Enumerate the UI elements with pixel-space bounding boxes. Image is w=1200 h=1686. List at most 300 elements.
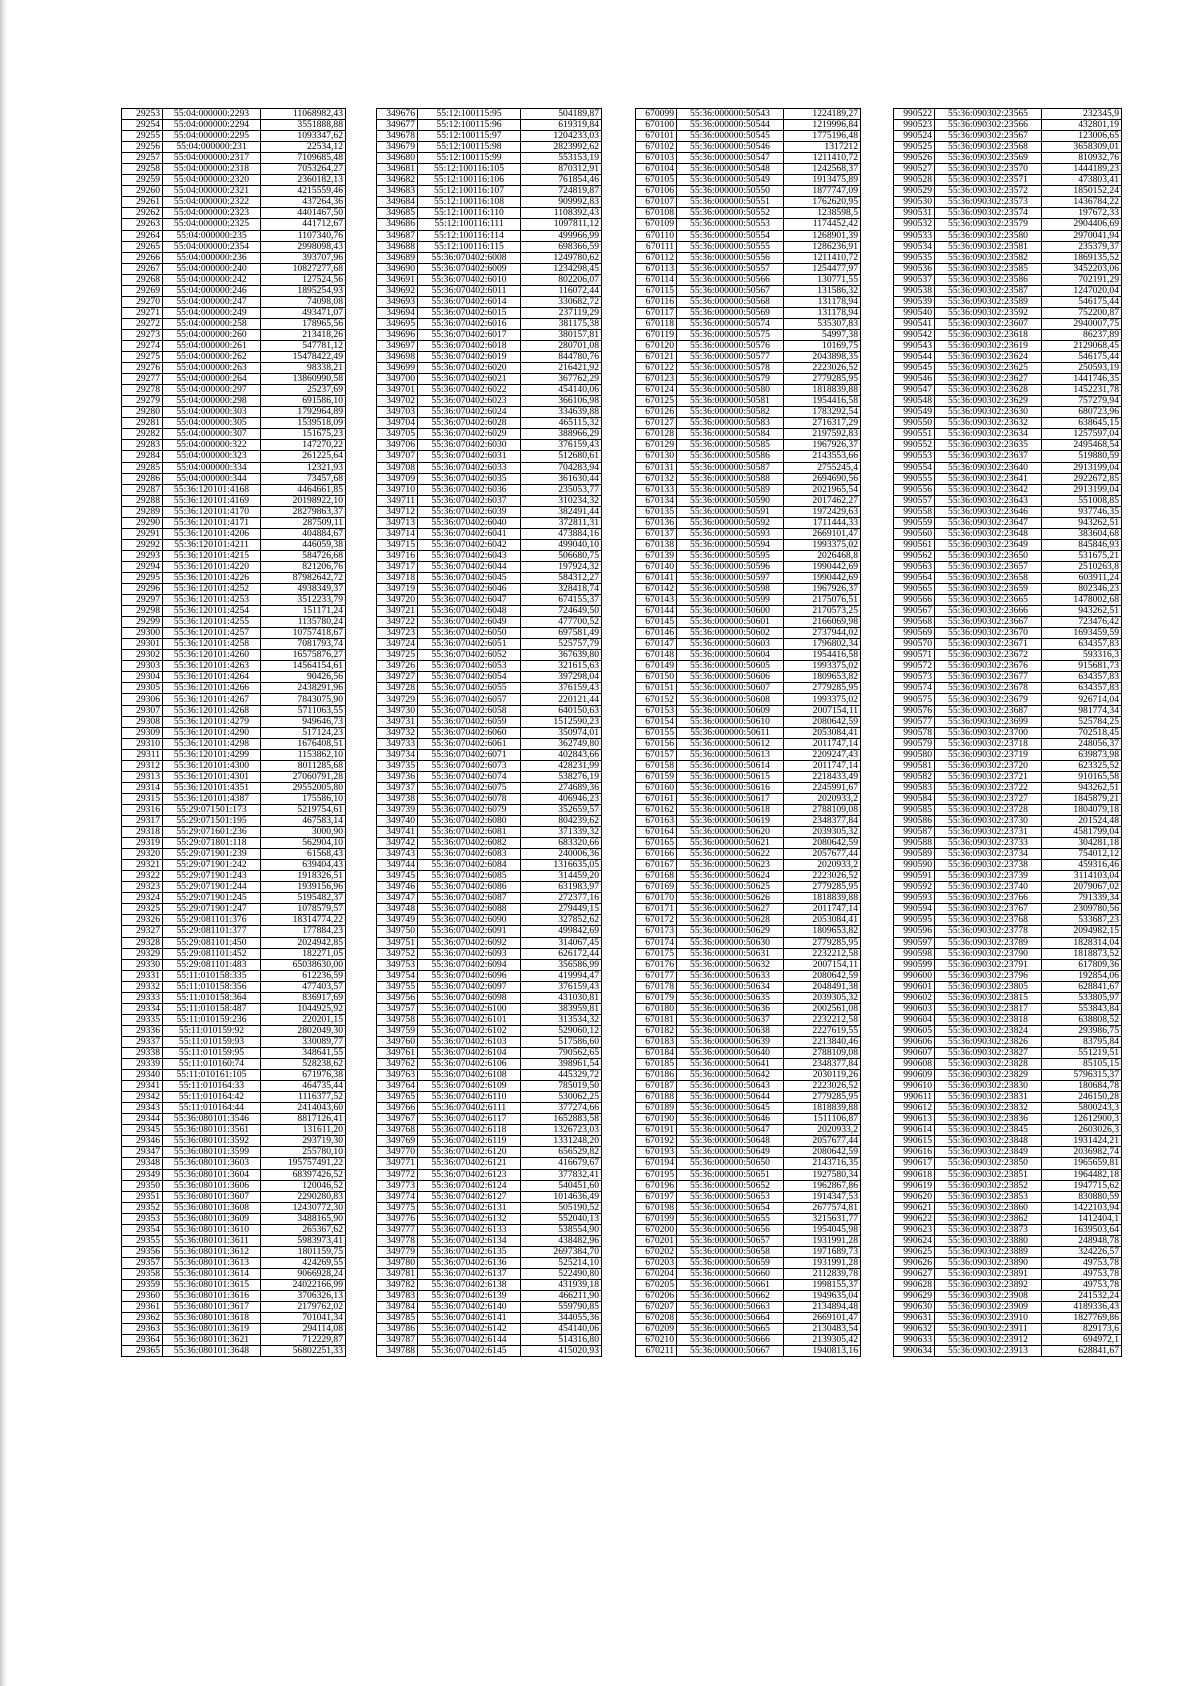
cadastral-number-cell: 55:36:070402:6136 <box>418 1257 521 1268</box>
value-cell: 220121,44 <box>521 694 602 705</box>
table-row <box>636 120 861 131</box>
value-cell: 4401467,50 <box>261 208 346 219</box>
cadastral-number-cell: 55:36:090302:23727 <box>935 793 1042 804</box>
cadastral-number-cell: 55:36:000000:50666 <box>677 1335 784 1346</box>
row-number-cell: 990564 <box>894 572 935 583</box>
cadastral-number-cell: 55:36:000000:50556 <box>677 252 784 263</box>
row-number-cell: 349688 <box>377 241 418 252</box>
value-cell: 1818839,88 <box>784 385 861 396</box>
row-number-cell: 349690 <box>377 263 418 274</box>
value-cell: 175586,10 <box>261 793 346 804</box>
table-row <box>377 296 602 307</box>
table-row <box>894 672 1122 683</box>
row-number-cell: 29333 <box>122 992 163 1003</box>
cadastral-number-cell: 55:36:000000:50554 <box>677 230 784 241</box>
value-cell: 1219996,84 <box>784 120 861 131</box>
row-number-cell: 29332 <box>122 981 163 992</box>
cadastral-number-cell: 55:36:000000:50667 <box>677 1346 784 1357</box>
cadastral-number-cell: 55:36:000000:50583 <box>677 418 784 429</box>
row-number-cell: 990594 <box>894 904 935 915</box>
cadastral-number-cell: 55:36:070402:6088 <box>418 904 521 915</box>
value-cell: 383604,68 <box>1042 528 1122 539</box>
value-cell: 937746,35 <box>1042 506 1122 517</box>
cadastral-number-cell: 55:36:000000:50654 <box>677 1202 784 1213</box>
cadastral-number-cell: 55:36:000000:50575 <box>677 329 784 340</box>
value-cell: 432801,19 <box>1042 120 1122 131</box>
cadastral-number-cell: 55:36:090302:23569 <box>935 153 1042 164</box>
table-row <box>377 1169 602 1180</box>
value-cell: 1964482,18 <box>1042 1169 1122 1180</box>
table-row <box>377 937 602 948</box>
cadastral-number-cell: 55:36:000000:50588 <box>677 473 784 484</box>
value-cell: 437264,36 <box>261 197 346 208</box>
value-cell: 1913475,89 <box>784 175 861 186</box>
value-cell: 559790,85 <box>521 1302 602 1313</box>
cadastral-number-cell: 55:36:090302:23817 <box>935 1003 1042 1014</box>
table-row <box>122 363 346 374</box>
value-cell: 131611,20 <box>261 1125 346 1136</box>
cadastral-number-cell: 55:04:000000:242 <box>163 274 261 285</box>
table-row <box>377 827 602 838</box>
cadastral-number-cell: 55:36:090302:23889 <box>935 1246 1042 1257</box>
value-cell: 446059,38 <box>261 539 346 550</box>
row-number-cell: 29264 <box>122 230 163 241</box>
value-cell: 459316,46 <box>1042 860 1122 871</box>
value-cell: 2348377,84 <box>784 816 861 827</box>
value-cell: 376159,43 <box>521 440 602 451</box>
cadastral-number-cell: 55:36:000000:50620 <box>677 827 784 838</box>
cadastral-number-cell: 55:36:090302:23728 <box>935 804 1042 815</box>
cadastral-number-cell: 55:36:120101:4351 <box>163 782 261 793</box>
value-cell: 380157,81 <box>521 329 602 340</box>
row-number-cell: 990548 <box>894 396 935 407</box>
value-cell: 120046,52 <box>261 1180 346 1191</box>
table-row <box>636 926 861 937</box>
cadastral-number-cell: 55:36:070402:6131 <box>418 1202 521 1213</box>
row-number-cell: 349683 <box>377 186 418 197</box>
table-row <box>122 1346 346 1357</box>
table-row <box>122 385 346 396</box>
table-row <box>377 760 602 771</box>
value-cell: 402843,66 <box>521 749 602 760</box>
table-row <box>377 1257 602 1268</box>
cadastral-number-cell: 55:36:000000:50619 <box>677 816 784 827</box>
row-number-cell: 29317 <box>122 816 163 827</box>
row-number-cell: 670108 <box>636 208 677 219</box>
cadastral-number-cell: 55:36:090302:23634 <box>935 429 1042 440</box>
cadastral-number-cell: 55:36:090302:23912 <box>935 1335 1042 1346</box>
table-row <box>122 838 346 849</box>
table-row <box>636 716 861 727</box>
cadastral-number-cell: 55:36:120101:4263 <box>163 661 261 672</box>
cadastral-number-cell: 55:36:090302:23849 <box>935 1147 1042 1158</box>
row-number-cell: 670173 <box>636 926 677 937</box>
cadastral-number-cell: 55:36:070402:6123 <box>418 1169 521 1180</box>
table-row <box>122 915 346 926</box>
table-row <box>377 793 602 804</box>
table-row <box>122 760 346 771</box>
value-cell: 2309780,56 <box>1042 904 1122 915</box>
value-cell: 2139305,42 <box>784 1335 861 1346</box>
value-cell: 372811,31 <box>521 517 602 528</box>
value-cell: 2998098,43 <box>261 241 346 252</box>
value-cell: 525784,25 <box>1042 716 1122 727</box>
cadastral-number-cell: 55:36:070402:6117 <box>418 1114 521 1125</box>
table-row <box>636 860 861 871</box>
value-cell: 724819,87 <box>521 186 602 197</box>
cadastral-number-cell: 55:36:070402:6132 <box>418 1213 521 1224</box>
row-number-cell: 990578 <box>894 727 935 738</box>
row-number-cell: 349764 <box>377 1081 418 1092</box>
cadastral-number-cell: 55:36:000000:50567 <box>677 285 784 296</box>
table-row <box>377 1070 602 1081</box>
row-number-cell: 670099 <box>636 109 677 120</box>
row-number-cell: 670143 <box>636 595 677 606</box>
value-cell: 2112839,78 <box>784 1268 861 1279</box>
table-row <box>894 120 1122 131</box>
row-number-cell: 29260 <box>122 186 163 197</box>
table-row <box>894 595 1122 606</box>
cadastral-number-cell: 55:11:010158:487 <box>163 1003 261 1014</box>
table-row <box>636 617 861 628</box>
value-cell: 131178,94 <box>784 307 861 318</box>
cadastral-number-cell: 55:36:000000:50627 <box>677 904 784 915</box>
table-row <box>636 164 861 175</box>
table-row <box>122 219 346 230</box>
row-number-cell: 29273 <box>122 329 163 340</box>
cadastral-number-cell: 55:36:000000:50544 <box>677 120 784 131</box>
table-row <box>636 727 861 738</box>
cadastral-number-cell: 55:36:070402:6015 <box>418 307 521 318</box>
table-row <box>894 683 1122 694</box>
value-cell: 87982642,72 <box>261 572 346 583</box>
table-row <box>377 484 602 495</box>
table-row <box>122 1092 346 1103</box>
row-number-cell: 990591 <box>894 871 935 882</box>
value-cell: 790562,65 <box>521 1047 602 1058</box>
cadastral-number-cell: 55:36:070402:6133 <box>418 1224 521 1235</box>
row-number-cell: 29298 <box>122 606 163 617</box>
cadastral-number-cell: 55:36:070402:6022 <box>418 385 521 396</box>
table-row <box>894 694 1122 705</box>
table-row <box>377 804 602 815</box>
value-cell: 216421,92 <box>521 363 602 374</box>
value-cell: 2755245,4 <box>784 462 861 473</box>
cadastral-number-cell: 55:36:000000:50550 <box>677 186 784 197</box>
row-number-cell: 349766 <box>377 1103 418 1114</box>
value-cell: 5195482,37 <box>261 893 346 904</box>
table-row <box>894 186 1122 197</box>
row-number-cell: 670135 <box>636 506 677 517</box>
table-row <box>636 639 861 650</box>
row-number-cell: 990538 <box>894 285 935 296</box>
row-number-cell: 670150 <box>636 672 677 683</box>
cadastral-number-cell: 55:36:090302:23830 <box>935 1081 1042 1092</box>
table-row <box>122 517 346 528</box>
table-row <box>122 860 346 871</box>
cadastral-number-cell: 55:36:090302:23890 <box>935 1257 1042 1268</box>
value-cell: 261225,64 <box>261 451 346 462</box>
cadastral-number-cell: 55:11:010160:74 <box>163 1059 261 1070</box>
value-cell: 2913199,04 <box>1042 484 1122 495</box>
value-cell: 356586,99 <box>521 959 602 970</box>
table-row <box>894 1180 1122 1191</box>
row-number-cell: 349694 <box>377 307 418 318</box>
table-row <box>122 451 346 462</box>
table-row <box>636 462 861 473</box>
row-number-cell: 990570 <box>894 639 935 650</box>
value-cell: 1242568,37 <box>784 164 861 175</box>
cadastral-number-cell: 55:36:070402:6050 <box>418 628 521 639</box>
table-row <box>636 1036 861 1047</box>
row-number-cell: 29290 <box>122 517 163 528</box>
row-number-cell: 670206 <box>636 1291 677 1302</box>
row-number-cell: 670203 <box>636 1257 677 1268</box>
row-number-cell: 29305 <box>122 683 163 694</box>
cadastral-number-cell: 55:36:000000:50578 <box>677 363 784 374</box>
row-number-cell: 990524 <box>894 131 935 142</box>
cadastral-number-cell: 55:36:120101:4268 <box>163 705 261 716</box>
row-number-cell: 349684 <box>377 197 418 208</box>
row-number-cell: 349702 <box>377 396 418 407</box>
row-number-cell: 29268 <box>122 274 163 285</box>
table-row <box>894 1158 1122 1169</box>
table-row <box>636 539 861 550</box>
registry-table-3 <box>635 108 861 1357</box>
value-cell: 293719,30 <box>261 1136 346 1147</box>
cadastral-number-cell: 55:36:090302:23667 <box>935 617 1042 628</box>
value-cell: 1268901,39 <box>784 230 861 241</box>
cadastral-number-cell: 55:36:000000:50665 <box>677 1324 784 1335</box>
table-row <box>122 241 346 252</box>
row-number-cell: 29343 <box>122 1103 163 1114</box>
cadastral-number-cell: 55:04:000000:334 <box>163 462 261 473</box>
value-cell: 698366,59 <box>521 241 602 252</box>
value-cell: 197924,32 <box>521 561 602 572</box>
table-row <box>122 827 346 838</box>
value-cell: 802346,23 <box>1042 584 1122 595</box>
table-row <box>377 208 602 219</box>
value-cell: 3706326,13 <box>261 1291 346 1302</box>
table-row <box>894 727 1122 738</box>
cadastral-number-cell: 55:04:000000:2354 <box>163 241 261 252</box>
row-number-cell: 990598 <box>894 948 935 959</box>
value-cell: 514316,80 <box>521 1335 602 1346</box>
row-number-cell: 670145 <box>636 617 677 628</box>
row-number-cell: 670130 <box>636 451 677 462</box>
table-row <box>636 760 861 771</box>
row-number-cell: 990565 <box>894 584 935 595</box>
row-number-cell: 349771 <box>377 1158 418 1169</box>
value-cell: 2080642,59 <box>784 970 861 981</box>
row-number-cell: 29346 <box>122 1136 163 1147</box>
table-row <box>377 572 602 583</box>
cadastral-number-cell: 55:36:000000:50552 <box>677 208 784 219</box>
cadastral-number-cell: 55:36:000000:50615 <box>677 771 784 782</box>
value-cell: 361630,44 <box>521 473 602 484</box>
row-number-cell: 349698 <box>377 352 418 363</box>
table-row <box>122 749 346 760</box>
row-number-cell: 670177 <box>636 970 677 981</box>
cadastral-number-cell: 55:36:090302:23671 <box>935 639 1042 650</box>
value-cell: 1676408,51 <box>261 738 346 749</box>
table-row <box>636 705 861 716</box>
row-number-cell: 670171 <box>636 904 677 915</box>
row-number-cell: 670162 <box>636 804 677 815</box>
cadastral-number-cell: 55:04:000000:263 <box>163 363 261 374</box>
row-number-cell: 670196 <box>636 1180 677 1191</box>
cadastral-number-cell: 55:04:000000:297 <box>163 385 261 396</box>
cadastral-number-cell: 55:04:000000:305 <box>163 418 261 429</box>
value-cell: 821206,76 <box>261 561 346 572</box>
value-cell: 639404,43 <box>261 860 346 871</box>
cadastral-number-cell: 55:36:120101:4254 <box>163 606 261 617</box>
row-number-cell: 349760 <box>377 1036 418 1047</box>
table-row <box>636 1136 861 1147</box>
row-number-cell: 670125 <box>636 396 677 407</box>
table-row <box>122 727 346 738</box>
row-number-cell: 990572 <box>894 661 935 672</box>
value-cell: 1850152,24 <box>1042 186 1122 197</box>
cadastral-number-cell: 55:36:070402:6047 <box>418 595 521 606</box>
table-row <box>636 1147 861 1158</box>
value-cell: 1965659,81 <box>1042 1158 1122 1169</box>
cadastral-number-cell: 55:36:000000:50595 <box>677 550 784 561</box>
value-cell: 1971689,73 <box>784 1246 861 1257</box>
row-number-cell: 670147 <box>636 639 677 650</box>
cadastral-number-cell: 55:12:100115:96 <box>418 120 521 131</box>
value-cell: 2039305,32 <box>784 827 861 838</box>
cadastral-number-cell: 55:36:090302:23687 <box>935 705 1042 716</box>
value-cell: 680723,96 <box>1042 407 1122 418</box>
value-cell: 90426,56 <box>261 672 346 683</box>
cadastral-number-cell: 55:36:070402:6081 <box>418 827 521 838</box>
row-number-cell: 670138 <box>636 539 677 550</box>
value-cell: 240006,36 <box>521 849 602 860</box>
row-number-cell: 29291 <box>122 528 163 539</box>
row-number-cell: 990549 <box>894 407 935 418</box>
row-number-cell: 349784 <box>377 1302 418 1313</box>
table-row <box>122 528 346 539</box>
table-row <box>894 1202 1122 1213</box>
value-cell: 131178,94 <box>784 296 861 307</box>
cadastral-number-cell: 55:36:090302:23778 <box>935 926 1042 937</box>
cadastral-number-cell: 55:36:000000:50655 <box>677 1213 784 1224</box>
cadastral-number-cell: 55:36:000000:50597 <box>677 572 784 583</box>
cadastral-number-cell: 55:36:070402:6134 <box>418 1235 521 1246</box>
cadastral-number-cell: 55:36:090302:23831 <box>935 1092 1042 1103</box>
value-cell: 1204233,03 <box>521 131 602 142</box>
row-number-cell: 670115 <box>636 285 677 296</box>
table-row <box>636 1291 861 1302</box>
row-number-cell: 990526 <box>894 153 935 164</box>
value-cell: 344055,36 <box>521 1313 602 1324</box>
cadastral-number-cell: 55:36:070402:6071 <box>418 749 521 760</box>
cadastral-number-cell: 55:36:090302:23845 <box>935 1125 1042 1136</box>
value-cell: 293986,75 <box>1042 1025 1122 1036</box>
row-number-cell: 349689 <box>377 252 418 263</box>
value-cell: 2788109,08 <box>784 1047 861 1058</box>
table-row <box>377 1291 602 1302</box>
row-number-cell: 670154 <box>636 716 677 727</box>
row-number-cell: 670144 <box>636 606 677 617</box>
value-cell: 1914347,53 <box>784 1191 861 1202</box>
value-cell: 131586,32 <box>784 285 861 296</box>
table-row <box>377 153 602 164</box>
table-row <box>377 926 602 937</box>
table-row <box>894 241 1122 252</box>
table-row <box>122 1291 346 1302</box>
registry-table-1 <box>121 108 346 1357</box>
value-cell: 2021965,54 <box>784 484 861 495</box>
cadastral-number-cell: 55:36:090302:23791 <box>935 959 1042 970</box>
value-cell: 438482,96 <box>521 1235 602 1246</box>
row-number-cell: 990540 <box>894 307 935 318</box>
value-cell: 1927580,34 <box>784 1169 861 1180</box>
value-cell: 397298,04 <box>521 672 602 683</box>
table-row <box>122 904 346 915</box>
row-number-cell: 990603 <box>894 1003 935 1014</box>
table-row <box>894 705 1122 716</box>
cadastral-number-cell: 55:36:000000:50589 <box>677 484 784 495</box>
cadastral-number-cell: 55:36:070402:6044 <box>418 561 521 572</box>
row-number-cell: 29278 <box>122 385 163 396</box>
cadastral-number-cell: 55:36:000000:50645 <box>677 1103 784 1114</box>
row-number-cell: 990624 <box>894 1235 935 1246</box>
value-cell: 683320,66 <box>521 838 602 849</box>
table-row <box>377 451 602 462</box>
value-cell: 5796315,37 <box>1042 1070 1122 1081</box>
table-row <box>122 318 346 329</box>
registry-table-4 <box>893 108 1122 1357</box>
cadastral-number-cell: 55:36:090302:23836 <box>935 1114 1042 1125</box>
row-number-cell: 670160 <box>636 782 677 793</box>
scan-binding-edge <box>0 0 8 1686</box>
row-number-cell: 349739 <box>377 804 418 815</box>
cadastral-number-cell: 55:36:000000:50644 <box>677 1092 784 1103</box>
row-number-cell: 349731 <box>377 716 418 727</box>
value-cell: 626172,44 <box>521 948 602 959</box>
table-row <box>894 871 1122 882</box>
value-cell: 18314774,22 <box>261 915 346 926</box>
row-number-cell: 670164 <box>636 827 677 838</box>
row-number-cell: 990531 <box>894 208 935 219</box>
value-cell: 612236,59 <box>261 970 346 981</box>
value-cell: 623325,52 <box>1042 760 1122 771</box>
table-row <box>377 639 602 650</box>
row-number-cell: 990543 <box>894 340 935 351</box>
value-cell: 232345,9 <box>1042 109 1122 120</box>
cadastral-number-cell: 55:36:070402:6109 <box>418 1081 521 1092</box>
table-row <box>894 506 1122 517</box>
table-row <box>122 1279 346 1290</box>
value-cell: 2904406,69 <box>1042 219 1122 230</box>
value-cell: 22534,12 <box>261 142 346 153</box>
row-number-cell: 990575 <box>894 694 935 705</box>
table-row <box>122 650 346 661</box>
cadastral-number-cell: 55:36:000000:50625 <box>677 882 784 893</box>
value-cell: 454140,06 <box>521 385 602 396</box>
cadastral-number-cell: 55:36:090302:23722 <box>935 782 1042 793</box>
table-row <box>122 948 346 959</box>
cadastral-number-cell: 55:36:000000:50642 <box>677 1070 784 1081</box>
value-cell: 671976,38 <box>261 1070 346 1081</box>
value-cell: 280701,08 <box>521 340 602 351</box>
value-cell: 3488165,90 <box>261 1213 346 1224</box>
cadastral-number-cell: 55:36:070402:6023 <box>418 396 521 407</box>
cadastral-number-cell: 55:36:000000:50568 <box>677 296 784 307</box>
table-row <box>122 716 346 727</box>
